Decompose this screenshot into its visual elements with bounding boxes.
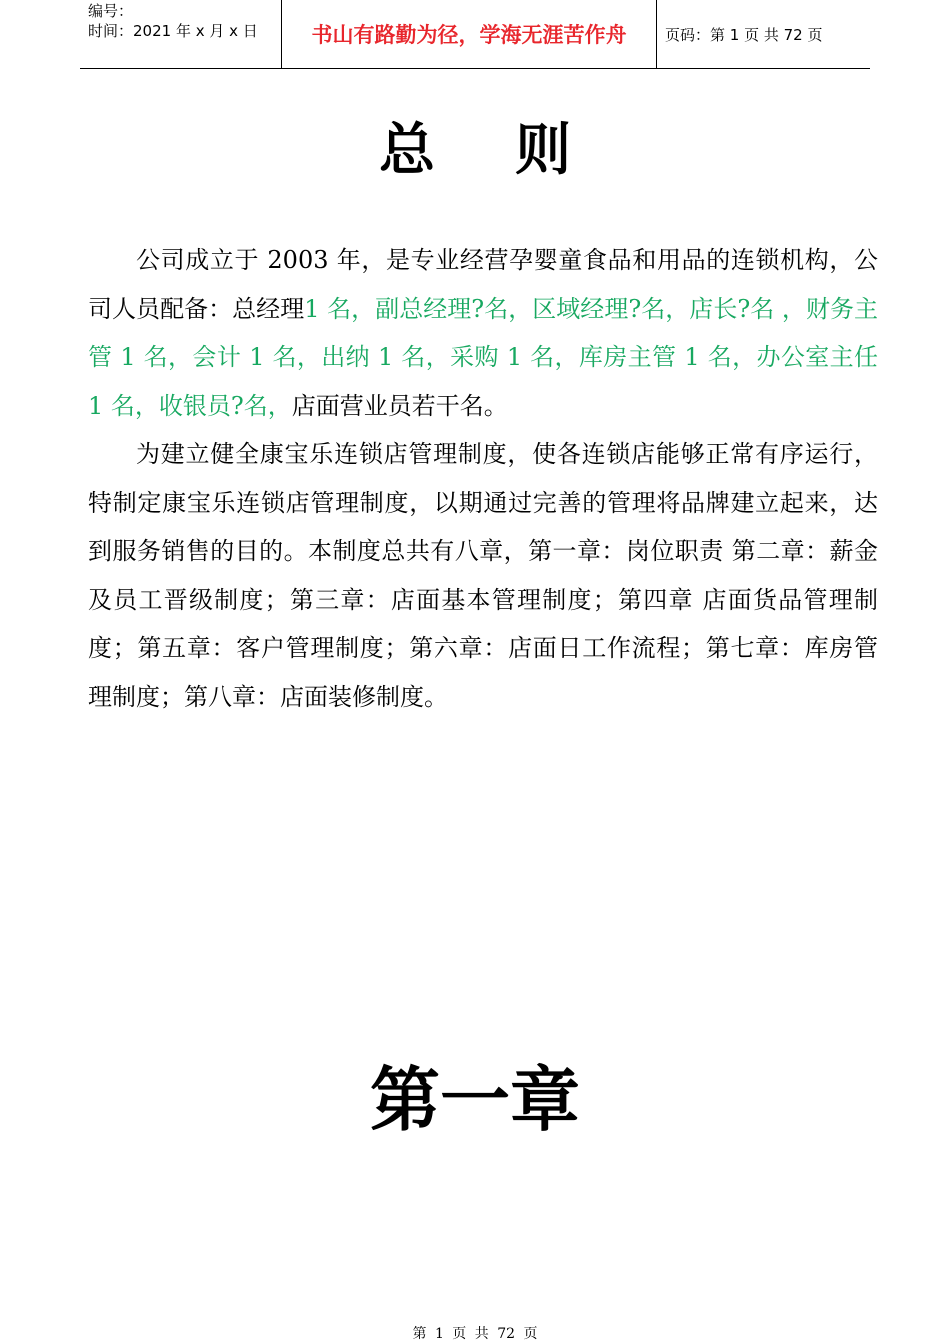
intro-body: [88, 236, 878, 721]
section-title: 总则: [379, 118, 651, 183]
header-left-cell: [80, 0, 281, 68]
header-motto-cell: [281, 0, 657, 68]
document-number-label: 编号：: [88, 2, 134, 20]
header-page-info: 页码：第 1 页 共 72 页: [665, 26, 823, 44]
page-header: [80, 0, 870, 69]
intro-paragraph-1-end: 店面营业员若干名。: [291, 391, 508, 420]
header-page-cell: [656, 0, 870, 68]
chapter-heading: 第一章: [370, 1059, 580, 1141]
intro-paragraph-1: [88, 236, 878, 430]
intro-paragraph-2: 为建立健全康宝乐连锁店管理制度，使各连锁店能够正常有序运行，特制定康宝乐连锁店管理制度，以期通过完善的管理将品牌建立起来，达到服务销售的目的。本制度总共有八章，第一章：岗位职责 第二章：薪金及员工晋级制度；第三章：店面基本管理制度；第四章 店面货品管理制度；第五章：客户管理制度；第六章：店面日工作流程；第七章：库房管理制度；第八章：店面装修制度。: [88, 440, 878, 711]
intro-paragraph-1-start: 公司成立于 2003 年，是专业经营孕婴童食品和用品的连锁机构，公司人员配备：总经理: [88, 246, 878, 323]
document-date-label: 时间：2021 年 x 月 x 日: [88, 22, 258, 40]
page-footer: 第 1 页 共 72 页: [412, 1326, 538, 1342]
header-motto: 书山有路勤为径，学海无涯苦作舟: [311, 23, 627, 47]
staffing-highlight: 1 名，副总经理?名，区域经理?名，店长?名 ，财务主管 1 名，会计 1 名，出纳 1 名，采购 1 名，库房主管 1 名，办公室主任 1 名，收银员?名，: [88, 294, 878, 420]
